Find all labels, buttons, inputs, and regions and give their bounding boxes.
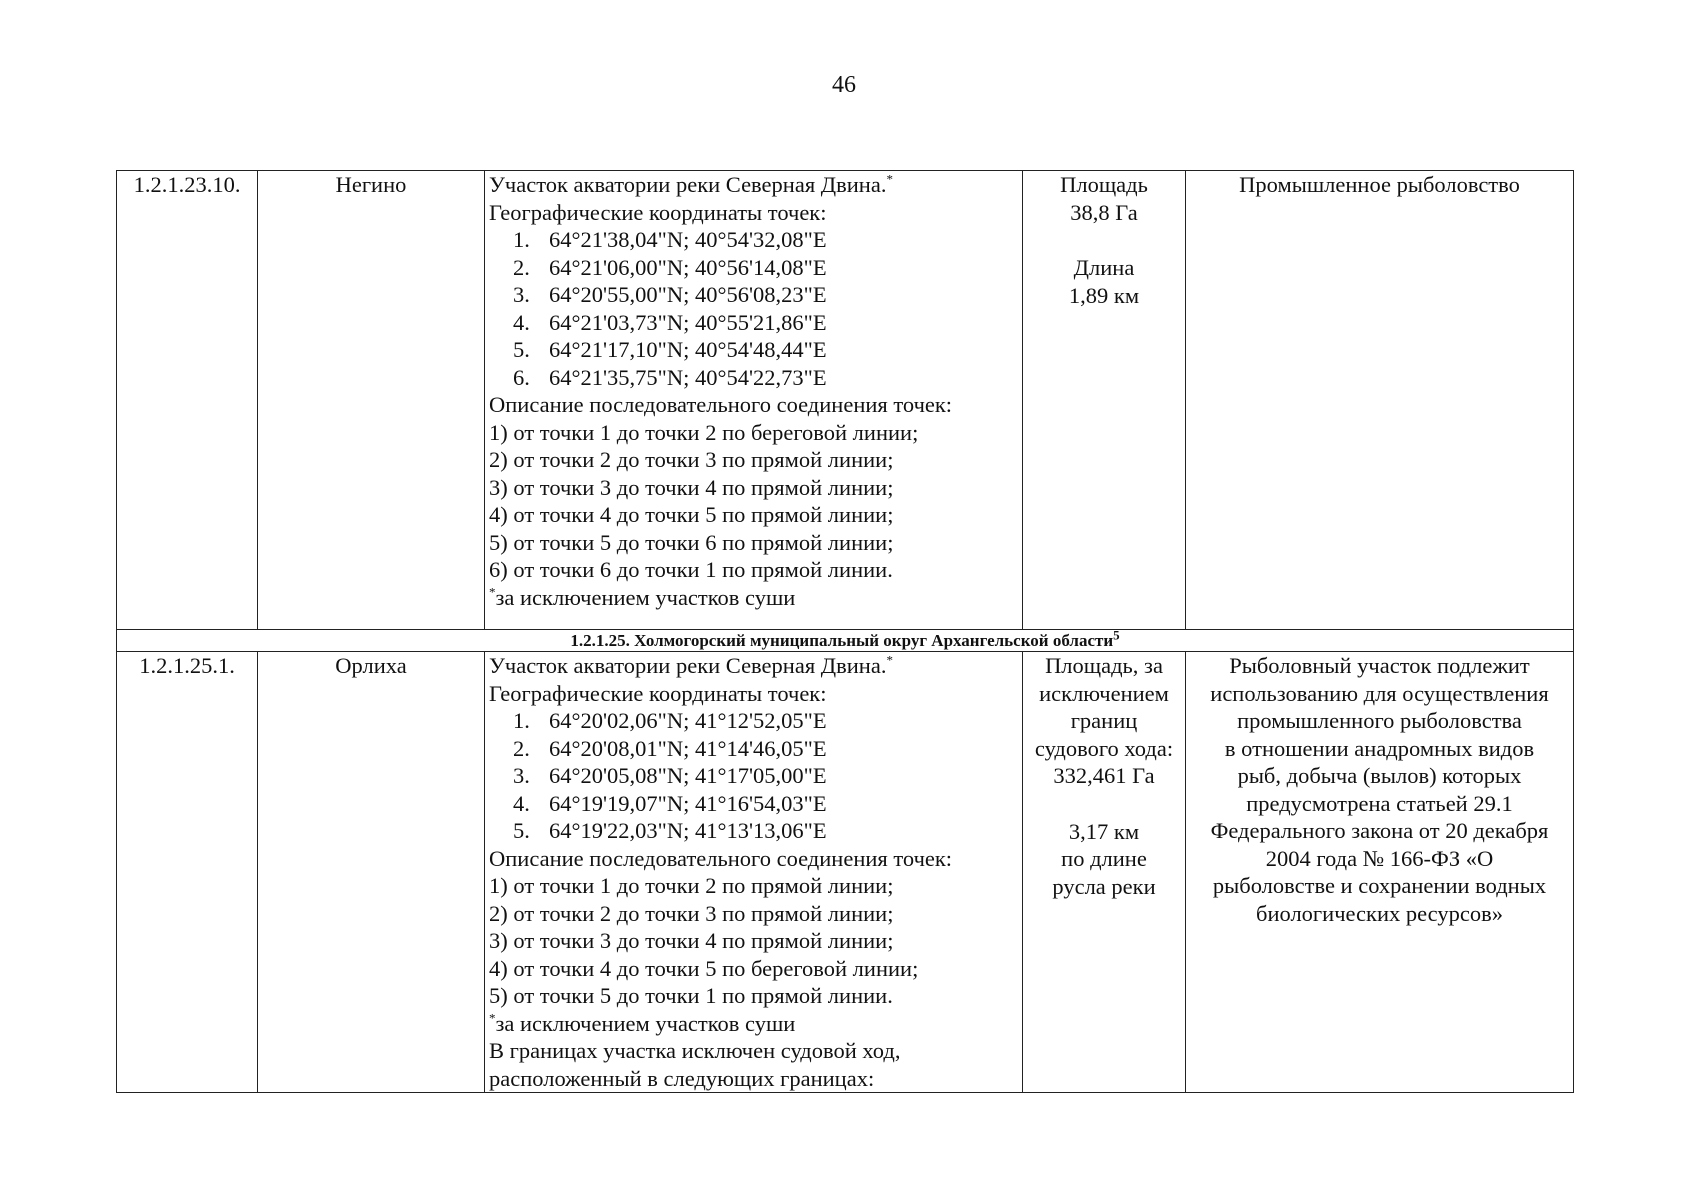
coordinate-item	[489, 281, 1018, 309]
connection-item: 5) от точки 5 до точки 6 по прямой линии;	[489, 529, 894, 555]
coordinate-number: 1.	[513, 708, 530, 733]
footnote: *за исключением участков суши	[489, 1010, 796, 1036]
connection-item: 4) от точки 4 до точки 5 по прямой линии;	[489, 502, 894, 527]
connection-item: 5) от точки 5 до точки 1 по прямой линии.	[489, 983, 893, 1008]
coordinate-value: 64°19'19,07"N; 41°16'54,03"E	[549, 790, 827, 816]
connection-item: 4) от точки 4 до точки 5 по береговой линии;	[489, 955, 919, 981]
coordinate-number: 3.	[513, 763, 530, 788]
area-line: судового хода:	[1034, 735, 1174, 761]
connection-list	[489, 872, 1018, 1010]
description-title: Участок акватории реки Северная Двина.*	[489, 652, 893, 678]
coordinate-item	[489, 707, 1018, 735]
section-heading-row	[117, 630, 1574, 652]
area-use-cell	[1186, 171, 1574, 630]
use-line: предусмотрена статьей 29.1	[1246, 790, 1513, 816]
coordinate-number: 5.	[513, 818, 530, 843]
coordinate-number: 1.	[513, 227, 530, 252]
area-size-cell	[1023, 171, 1186, 630]
area-line: исключением	[1039, 680, 1169, 706]
footnote-marker: *	[886, 171, 893, 187]
coordinate-value: 64°21'17,10"N; 40°54'48,44"E	[549, 337, 827, 362]
connection-item: 1) от точки 1 до точки 2 по прямой линии;	[489, 873, 894, 898]
area-code: 1.2.1.25.1.	[139, 653, 235, 678]
coordinate-number: 4.	[513, 309, 530, 335]
footnote-marker: *	[886, 652, 893, 668]
coordinate-number: 2.	[513, 735, 530, 761]
length-description	[1027, 818, 1181, 901]
area-description-cell	[485, 652, 1023, 1093]
area-description	[1027, 652, 1181, 790]
coordinate-value: 64°19'22,03"N; 41°13'13,06"E	[549, 818, 827, 843]
fishing-areas-table	[116, 170, 1574, 1093]
coordinate-item	[489, 254, 1018, 282]
area-use: Промышленное рыболовство	[1239, 172, 1520, 197]
area-label: Площадь	[1060, 172, 1148, 197]
table-row	[117, 171, 1574, 630]
connection-item: 2) от точки 2 до точки 3 по прямой линии;	[489, 900, 894, 926]
extra-notes	[489, 1037, 1018, 1092]
footnote: *за исключением участков суши	[489, 584, 796, 610]
use-line: 2004 года № 166-ФЗ «О	[1265, 845, 1494, 871]
area-use	[1190, 652, 1569, 927]
area-code: 1.2.1.23.10.	[133, 172, 241, 197]
coordinate-number: 2.	[513, 254, 530, 280]
use-line: в отношении анадромных видов	[1224, 735, 1535, 761]
area-code-cell	[117, 652, 258, 1093]
coordinate-item	[489, 226, 1018, 254]
use-line: рыболовстве и сохранении водных	[1212, 873, 1547, 898]
coordinate-value: 64°21'03,73"N; 40°55'21,86"E	[549, 309, 827, 335]
area-line: границ	[1070, 708, 1138, 733]
coordinates-list	[489, 226, 1018, 391]
coordinate-value: 64°20'05,08"N; 41°17'05,00"E	[549, 763, 827, 788]
note-line: расположенный в следующих границах:	[489, 1065, 875, 1091]
coordinate-value: 64°21'06,00"N; 40°56'14,08"E	[549, 254, 827, 280]
table-row	[117, 652, 1574, 1093]
coordinates-heading: Географические координаты точек:	[489, 199, 827, 225]
area-line: Площадь, за	[1045, 653, 1163, 678]
coordinate-value: 64°21'35,75"N; 40°54'22,73"E	[549, 364, 827, 390]
coordinate-number: 4.	[513, 790, 530, 816]
coordinate-value: 64°21'38,04"N; 40°54'32,08"E	[549, 227, 827, 252]
length-line: по длине	[1061, 846, 1147, 871]
area-line: 332,461 Га	[1053, 763, 1155, 788]
connection-heading: Описание последовательного соединения точек:	[489, 392, 953, 417]
coordinate-number: 3.	[513, 282, 530, 307]
section-heading: 1.2.1.25. Холмогорский муниципальный округ Архангельской области$^5$	[117, 630, 1574, 652]
area-description-cell	[485, 171, 1023, 630]
coordinate-item	[489, 817, 1018, 845]
connection-item: 2) от точки 2 до точки 3 по прямой линии;	[489, 447, 894, 472]
connection-heading: Описание последовательного соединения точек:	[489, 845, 953, 871]
area-value: 38,8 Га	[1070, 199, 1138, 225]
area-size-cell	[1023, 652, 1186, 1093]
description-title: Участок акватории реки Северная Двина.*	[489, 171, 893, 197]
length-value: 1,89 км	[1068, 282, 1140, 308]
coordinate-item	[489, 364, 1018, 392]
length-line: 3,17 км	[1068, 818, 1140, 844]
coordinate-value: 64°20'02,06"N; 41°12'52,05"E	[549, 708, 827, 733]
connection-item: 1) от точки 1 до точки 2 по береговой линии;	[489, 419, 919, 445]
connection-list	[489, 419, 1018, 584]
coordinate-number: 6.	[513, 364, 530, 390]
area-use-cell	[1186, 652, 1574, 1093]
use-line: рыб, добыча (вылов) которых	[1237, 763, 1522, 788]
connection-item: 3) от точки 3 до точки 4 по прямой линии;	[489, 928, 894, 953]
coordinate-item	[489, 790, 1018, 818]
coordinate-item	[489, 309, 1018, 337]
length-label: Длина	[1073, 255, 1135, 280]
coordinate-number: 5.	[513, 337, 530, 362]
use-line: использованию для осуществления	[1210, 680, 1549, 706]
coordinate-item	[489, 735, 1018, 763]
coordinate-item	[489, 336, 1018, 364]
area-name-cell	[258, 652, 485, 1093]
note-line: В границах участка исключен судовой ход,	[489, 1038, 901, 1063]
connection-item: 6) от точки 6 до точки 1 по прямой линии.	[489, 557, 893, 582]
length-line: русла реки	[1052, 873, 1156, 899]
area-name: Орлиха	[335, 653, 407, 678]
area-name: Негино	[335, 172, 407, 197]
coordinate-value: 64°20'08,01"N; 41°14'46,05"E	[549, 735, 827, 761]
use-line: Рыболовный участок подлежит	[1229, 653, 1530, 678]
use-line: биологических ресурсов»	[1256, 900, 1503, 926]
coordinates-list	[489, 707, 1018, 845]
coordinates-heading: Географические координаты точек:	[489, 680, 827, 706]
use-line: Федерального закона от 20 декабря	[1210, 818, 1549, 843]
area-name-cell	[258, 171, 485, 630]
use-line: промышленного рыболовства	[1237, 708, 1522, 733]
footnote-marker: 5	[1113, 629, 1120, 643]
area-code-cell	[117, 171, 258, 630]
connection-item: 3) от точки 3 до точки 4 по прямой линии;	[489, 474, 894, 500]
coordinate-item	[489, 762, 1018, 790]
coordinate-value: 64°20'55,00"N; 40°56'08,23"E	[549, 282, 827, 307]
page-number: 46	[832, 72, 856, 98]
